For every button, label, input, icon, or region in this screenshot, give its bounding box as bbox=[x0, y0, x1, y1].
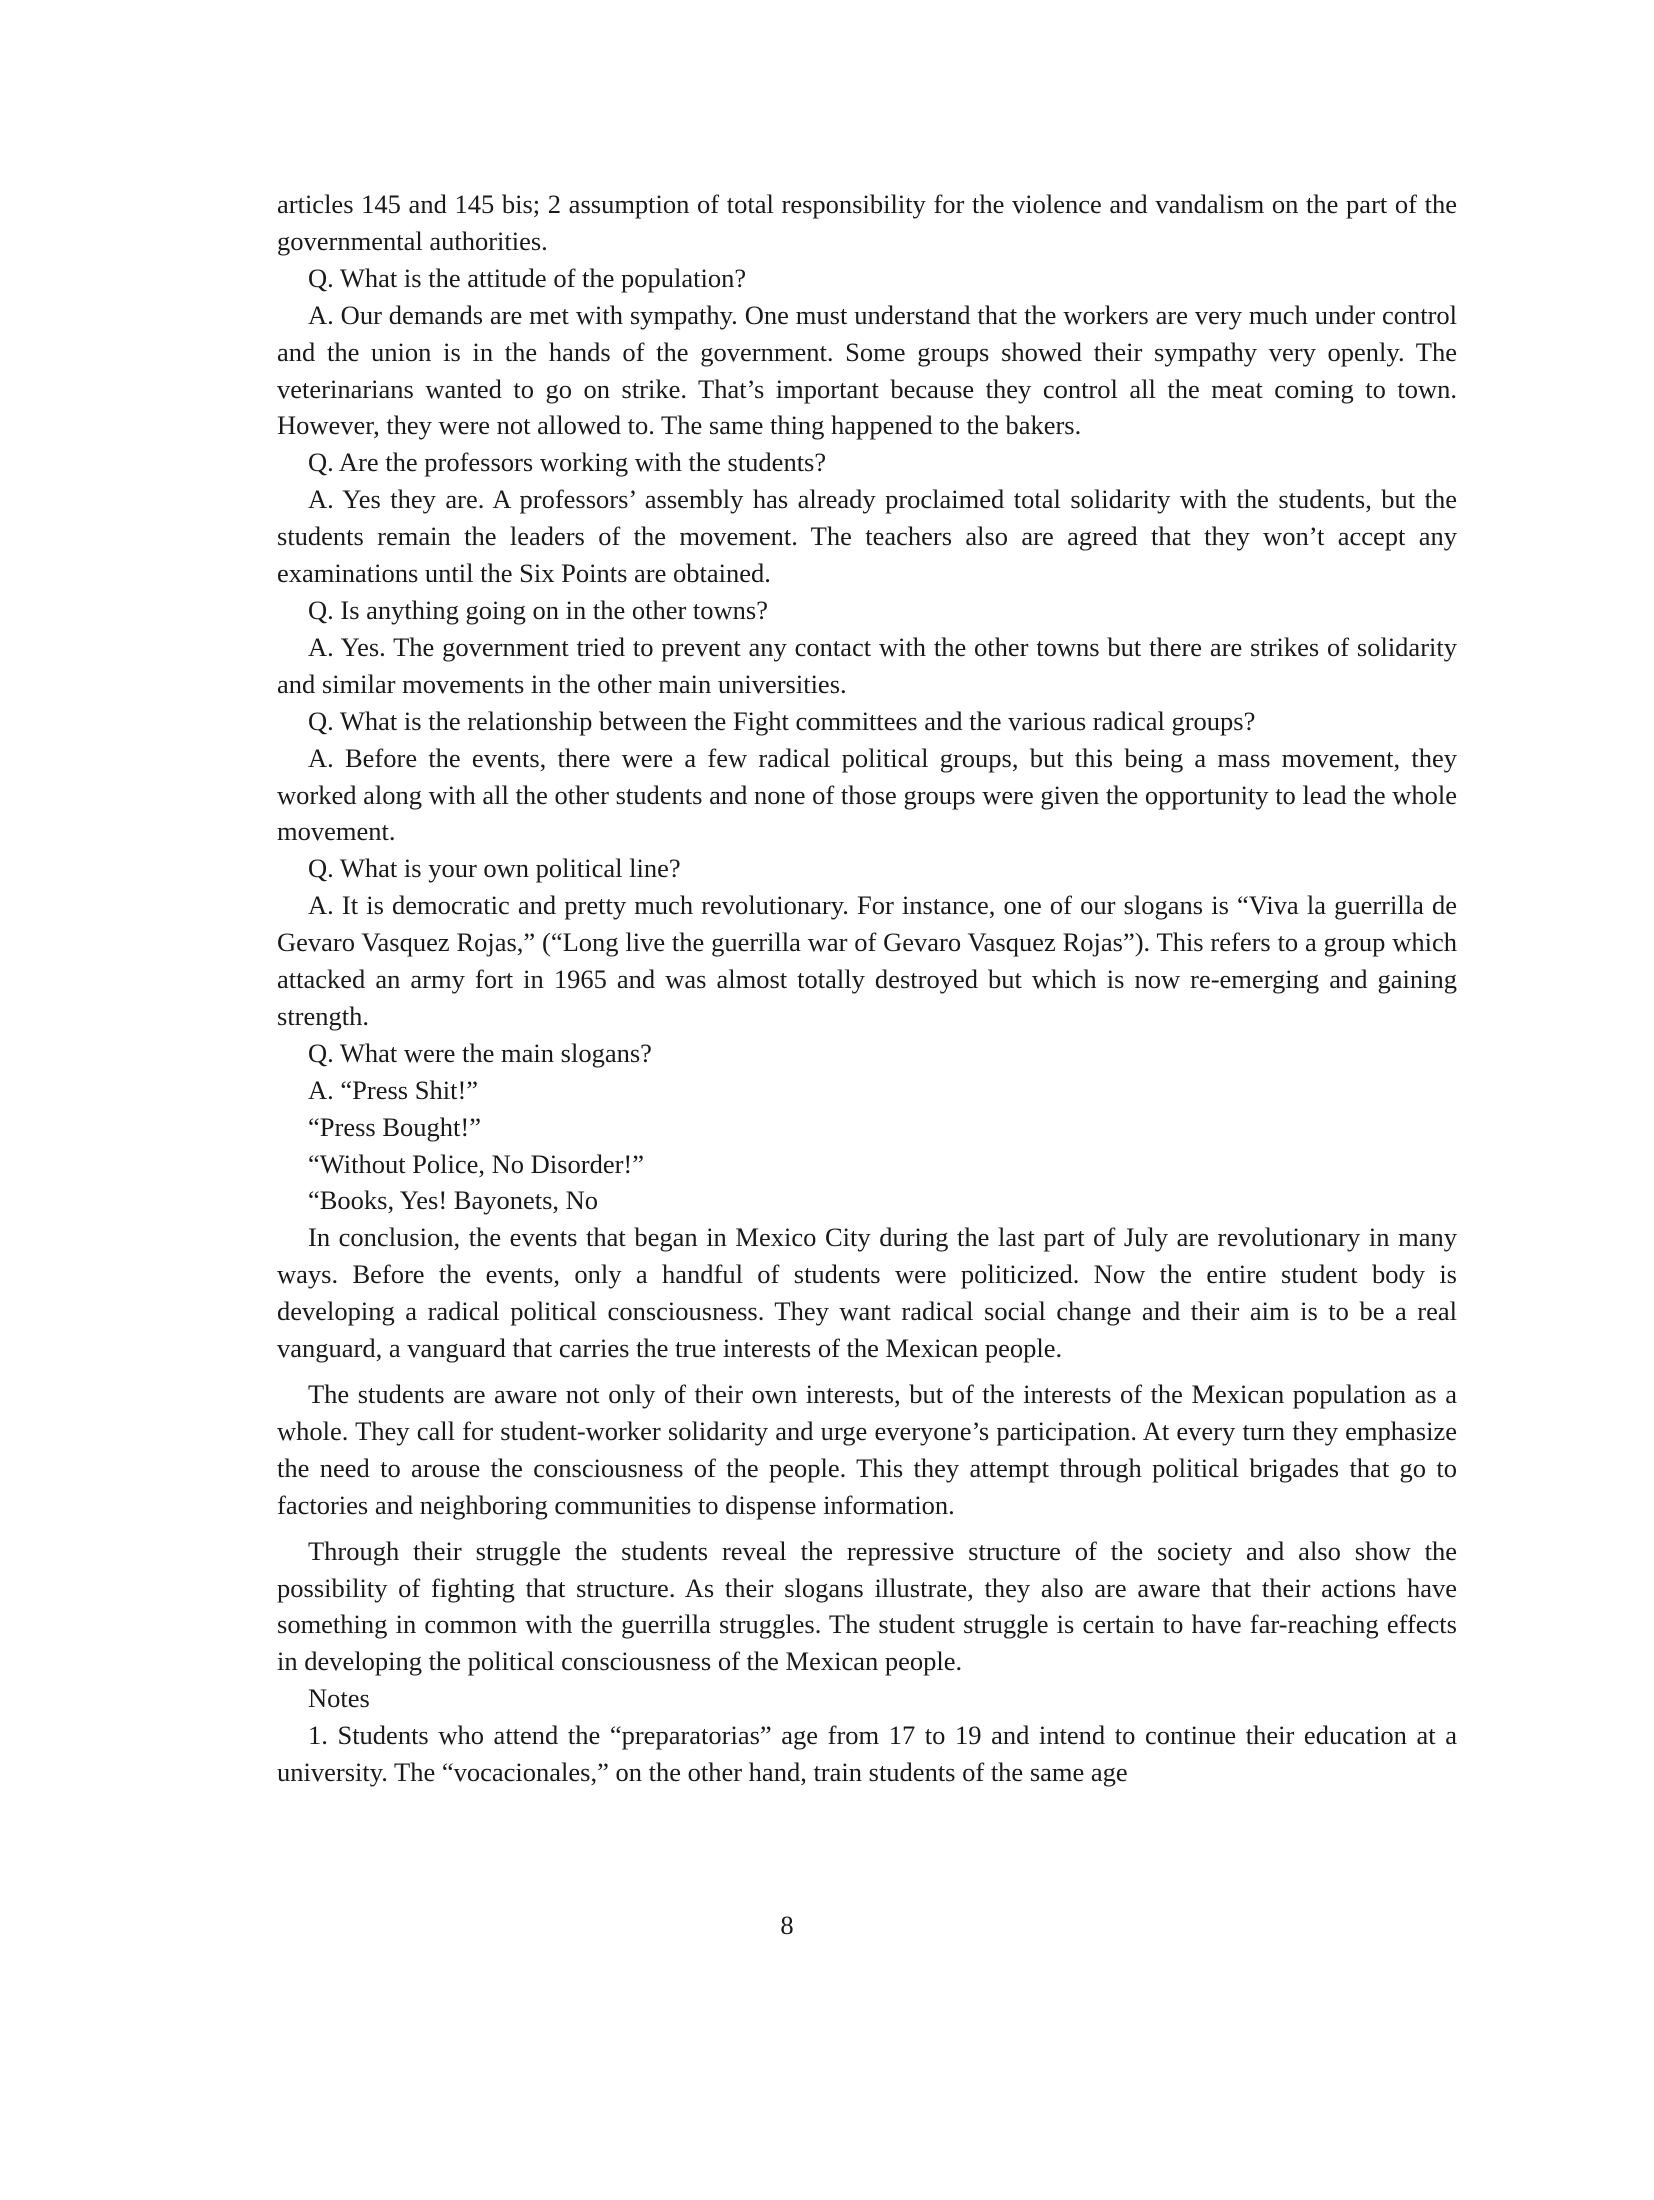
slogan-1: A. “Press Shit!” bbox=[308, 1074, 479, 1105]
slogan-2: “Press Bought!” bbox=[308, 1111, 481, 1142]
note-1: 1. Students who attend the “preparatorias” age from 17 to 19 and intend to continue their education at a university. The “vocacionales,” on the other hand, train students of the same age bbox=[277, 1720, 1457, 1788]
answer-political-line: A. It is democratic and pretty much revolutionary. For instance, one of our slogans is “Viva la guerrilla de Gevaro Vasquez Rojas,” (“Long live the guerrilla war of Gevaro Vasquez Rojas”). This refers to a group which attacked an army fort in 1965 and was almost totally destroyed but which is now re-emerging and gaining strength. bbox=[277, 890, 1457, 1031]
answer-professors: A. Yes they are. A professors’ assembly has already proclaimed total solidarity with the students, but the students remain the leaders of the movement. The teachers also are agreed that they won’t accept any examinations until the Six Points are obtained. bbox=[277, 484, 1457, 589]
page-number: 8 bbox=[780, 1910, 794, 1940]
question-attitude: Q. What is the attitude of the population? bbox=[308, 262, 747, 293]
question-other-towns: Q. Is anything going on in the other towns? bbox=[308, 594, 769, 625]
question-political-line: Q. What is your own political line? bbox=[308, 853, 681, 884]
question-slogans: Q. What were the main slogans? bbox=[308, 1037, 652, 1068]
question-relationship: Q. What is the relationship between the Fight committees and the various radical groups? bbox=[308, 705, 1256, 736]
notes-heading: Notes bbox=[308, 1683, 370, 1714]
slogan-4: “Books, Yes! Bayonets, No bbox=[308, 1185, 599, 1216]
answer-attitude: A. Our demands are met with sympathy. One must understand that the workers are very much under control and the union is in the hands of the government. Some groups showed their sympathy very openly. The veterinarians wanted to go on strike. That’s important because they control all the meat coming to town. However, they were not allowed to. The same thing happened to the bakers. bbox=[277, 299, 1457, 441]
body-text bbox=[277, 186, 1457, 1791]
answer-other-towns: A. Yes. The government tried to prevent any contact with the other towns but there are strikes of solidarity and similar movements in the other main universities. bbox=[277, 631, 1457, 699]
struggle-paragraph: Through their struggle the students reveal the repressive structure of the society and also show the possibility of fighting that structure. As their slogans illustrate, they also are aware that their actions have something in common with the guerrilla struggles. The student struggle is certain to have far-reaching effects in developing the political consciousness of the Mexican people. bbox=[277, 1535, 1457, 1677]
conclusion-paragraph: In conclusion, the events that began in Mexico City during the last part of July are revolutionary in many ways. Before the events, only a handful of students were politicized. Now the entire student body is developing a radical political consciousness. They want radical social change and their aim is to be a real vanguard, a vanguard that carries the true interests of the Mexican people. bbox=[277, 1222, 1457, 1364]
question-professors: Q. Are the professors working with the students? bbox=[308, 447, 827, 478]
paragraph-continuation: articles 145 and 145 bis; 2 assumption of total responsibility for the violence and vandalism on the part of the governmental authorities. bbox=[277, 189, 1457, 256]
students-aware-paragraph: The students are aware not only of their own interests, but of the interests of the Mexican population as a whole. They call for student-worker solidarity and urge everyone’s participation. At every turn they emphasize the need to arouse the consciousness of the people. This they attempt through political brigades that go to factories and neighboring communities to dispense information. bbox=[277, 1379, 1457, 1520]
answer-relationship: A. Before the events, there were a few radical political groups, but this being a mass movement, they worked along with all the other students and none of those groups were given the opportunity to lead the whole movement. bbox=[277, 742, 1457, 847]
slogan-3: “Without Police, No Disorder!” bbox=[308, 1148, 644, 1179]
